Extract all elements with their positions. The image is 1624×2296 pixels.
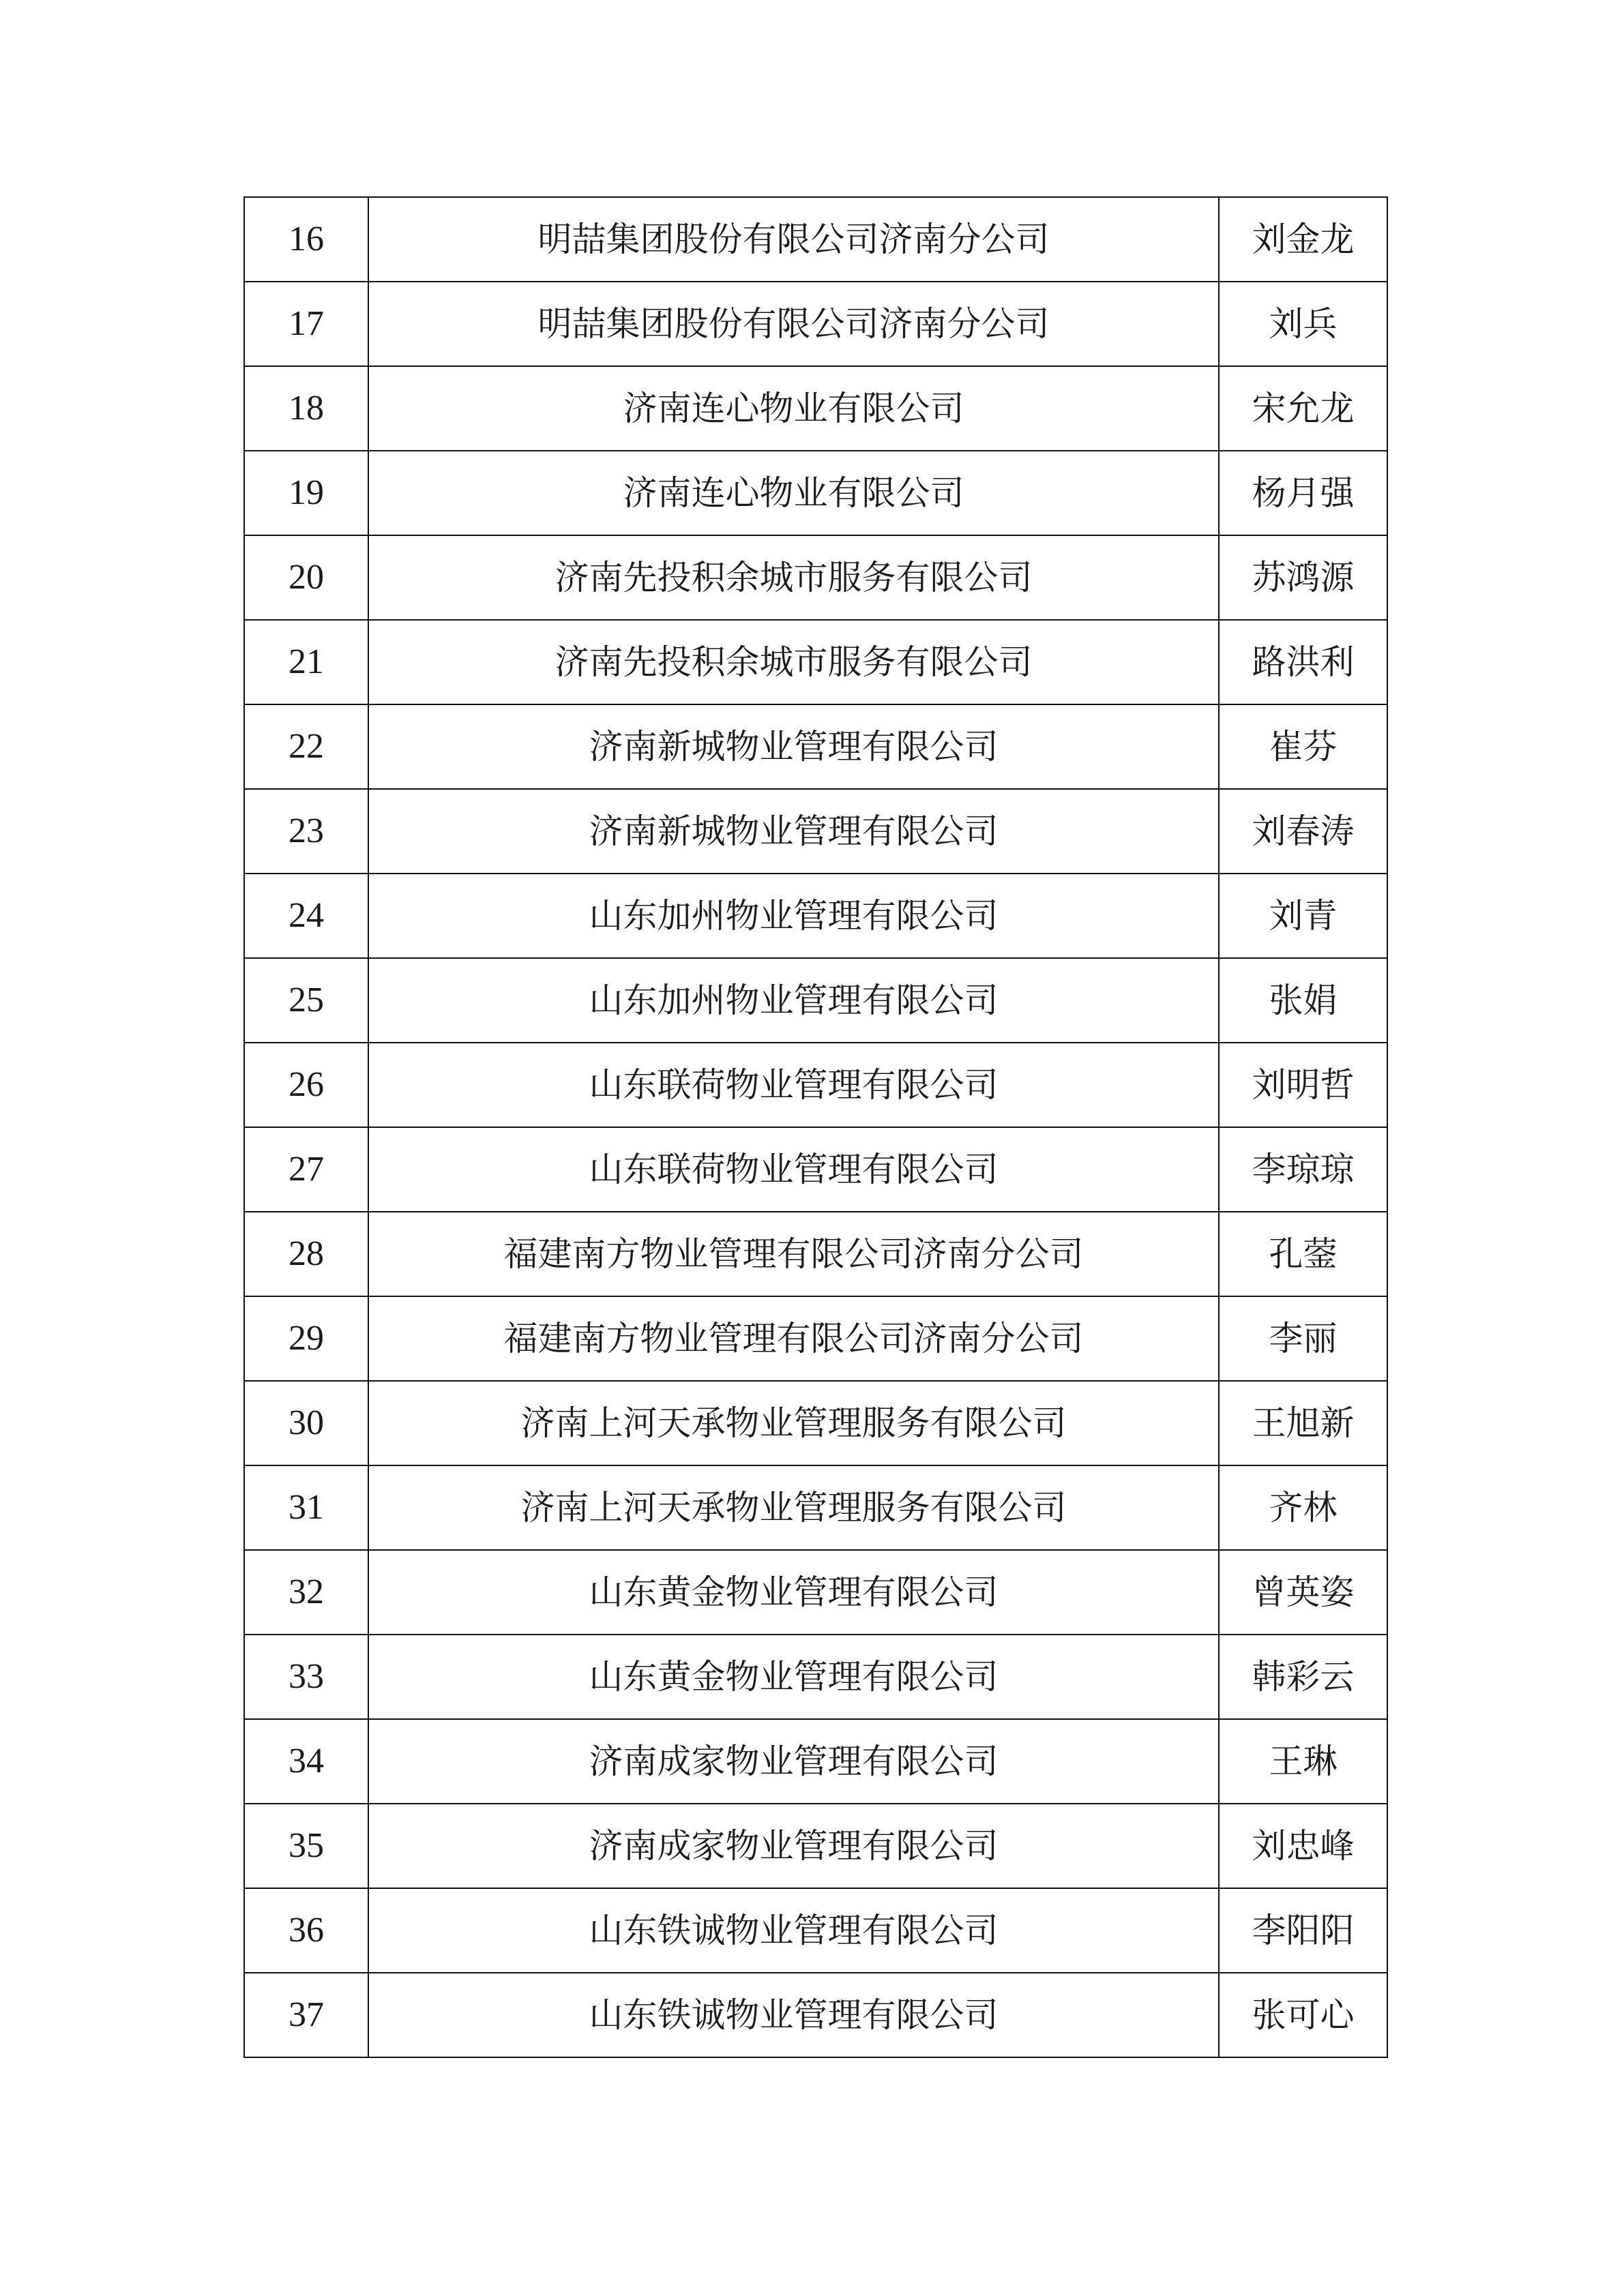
table-row bbox=[244, 1635, 1387, 1719]
row-index-cell: 29 bbox=[244, 1296, 368, 1381]
person-name-cell: 齐林 bbox=[1219, 1465, 1387, 1550]
organization-cell: 山东铁诚物业管理有限公司 bbox=[368, 1973, 1219, 2057]
person-name-cell: 李丽 bbox=[1219, 1296, 1387, 1381]
row-index-cell: 34 bbox=[244, 1719, 368, 1804]
row-index-cell: 24 bbox=[244, 874, 368, 958]
organization-cell: 山东加州物业管理有限公司 bbox=[368, 958, 1219, 1043]
row-index-cell: 23 bbox=[244, 789, 368, 874]
person-name-cell: 崔芬 bbox=[1219, 704, 1387, 789]
table-row bbox=[244, 1212, 1387, 1296]
person-name-cell: 王琳 bbox=[1219, 1719, 1387, 1804]
organization-cell: 山东黄金物业管理有限公司 bbox=[368, 1550, 1219, 1635]
person-name-cell: 刘兵 bbox=[1219, 282, 1387, 366]
row-index-cell: 20 bbox=[244, 535, 368, 620]
organization-cell: 济南先投积余城市服务有限公司 bbox=[368, 535, 1219, 620]
table-row bbox=[244, 366, 1387, 451]
organization-cell: 济南上河天承物业管理服务有限公司 bbox=[368, 1465, 1219, 1550]
table-row bbox=[244, 1719, 1387, 1804]
row-index-cell: 27 bbox=[244, 1127, 368, 1212]
organization-cell: 济南连心物业有限公司 bbox=[368, 366, 1219, 451]
person-name-cell: 张可心 bbox=[1219, 1973, 1387, 2057]
person-name-cell: 李琼琼 bbox=[1219, 1127, 1387, 1212]
row-index-cell: 28 bbox=[244, 1212, 368, 1296]
person-name-cell: 刘春涛 bbox=[1219, 789, 1387, 874]
row-index-cell: 19 bbox=[244, 451, 368, 535]
row-index-cell: 36 bbox=[244, 1888, 368, 1973]
table-row bbox=[244, 789, 1387, 874]
person-name-cell: 刘明哲 bbox=[1219, 1043, 1387, 1127]
person-name-cell: 刘金龙 bbox=[1219, 197, 1387, 282]
organization-cell: 山东联荷物业管理有限公司 bbox=[368, 1127, 1219, 1212]
table-row bbox=[244, 620, 1387, 704]
organization-cell: 济南先投积余城市服务有限公司 bbox=[368, 620, 1219, 704]
person-name-cell: 苏鸿源 bbox=[1219, 535, 1387, 620]
person-name-cell: 张娟 bbox=[1219, 958, 1387, 1043]
person-name-cell: 李阳阳 bbox=[1219, 1888, 1387, 1973]
person-name-cell: 刘青 bbox=[1219, 874, 1387, 958]
table-row bbox=[244, 1043, 1387, 1127]
table-row bbox=[244, 1381, 1387, 1465]
table-row bbox=[244, 1127, 1387, 1212]
table-row bbox=[244, 1888, 1387, 1973]
row-index-cell: 37 bbox=[244, 1973, 368, 2057]
table-row bbox=[244, 874, 1387, 958]
table-row bbox=[244, 1804, 1387, 1888]
row-index-cell: 25 bbox=[244, 958, 368, 1043]
table-row bbox=[244, 958, 1387, 1043]
row-index-cell: 31 bbox=[244, 1465, 368, 1550]
row-index-cell: 30 bbox=[244, 1381, 368, 1465]
row-index-cell: 33 bbox=[244, 1635, 368, 1719]
roster-table bbox=[243, 196, 1388, 2058]
organization-cell: 山东加州物业管理有限公司 bbox=[368, 874, 1219, 958]
row-index-cell: 17 bbox=[244, 282, 368, 366]
organization-cell: 明喆集团股份有限公司济南分公司 bbox=[368, 197, 1219, 282]
organization-cell: 福建南方物业管理有限公司济南分公司 bbox=[368, 1296, 1219, 1381]
table-row bbox=[244, 1550, 1387, 1635]
table-row bbox=[244, 1296, 1387, 1381]
row-index-cell: 32 bbox=[244, 1550, 368, 1635]
organization-cell: 济南上河天承物业管理服务有限公司 bbox=[368, 1381, 1219, 1465]
organization-cell: 山东联荷物业管理有限公司 bbox=[368, 1043, 1219, 1127]
table-row bbox=[244, 451, 1387, 535]
person-name-cell: 孔蓥 bbox=[1219, 1212, 1387, 1296]
organization-cell: 济南成家物业管理有限公司 bbox=[368, 1804, 1219, 1888]
table-row bbox=[244, 282, 1387, 366]
person-name-cell: 宋允龙 bbox=[1219, 366, 1387, 451]
organization-cell: 济南连心物业有限公司 bbox=[368, 451, 1219, 535]
row-index-cell: 16 bbox=[244, 197, 368, 282]
table-row bbox=[244, 197, 1387, 282]
person-name-cell: 路洪利 bbox=[1219, 620, 1387, 704]
table-row bbox=[244, 1973, 1387, 2057]
table-row bbox=[244, 704, 1387, 789]
table-row bbox=[244, 535, 1387, 620]
organization-cell: 福建南方物业管理有限公司济南分公司 bbox=[368, 1212, 1219, 1296]
organization-cell: 山东黄金物业管理有限公司 bbox=[368, 1635, 1219, 1719]
row-index-cell: 26 bbox=[244, 1043, 368, 1127]
row-index-cell: 21 bbox=[244, 620, 368, 704]
row-index-cell: 35 bbox=[244, 1804, 368, 1888]
organization-cell: 山东铁诚物业管理有限公司 bbox=[368, 1888, 1219, 1973]
person-name-cell: 王旭新 bbox=[1219, 1381, 1387, 1465]
organization-cell: 明喆集团股份有限公司济南分公司 bbox=[368, 282, 1219, 366]
person-name-cell: 杨月强 bbox=[1219, 451, 1387, 535]
person-name-cell: 曾英姿 bbox=[1219, 1550, 1387, 1635]
person-name-cell: 刘忠峰 bbox=[1219, 1804, 1387, 1888]
organization-cell: 济南新城物业管理有限公司 bbox=[368, 789, 1219, 874]
row-index-cell: 18 bbox=[244, 366, 368, 451]
person-name-cell: 韩彩云 bbox=[1219, 1635, 1387, 1719]
row-index-cell: 22 bbox=[244, 704, 368, 789]
organization-cell: 济南成家物业管理有限公司 bbox=[368, 1719, 1219, 1804]
table-row bbox=[244, 1465, 1387, 1550]
roster-table-body bbox=[244, 197, 1387, 2057]
organization-cell: 济南新城物业管理有限公司 bbox=[368, 704, 1219, 789]
